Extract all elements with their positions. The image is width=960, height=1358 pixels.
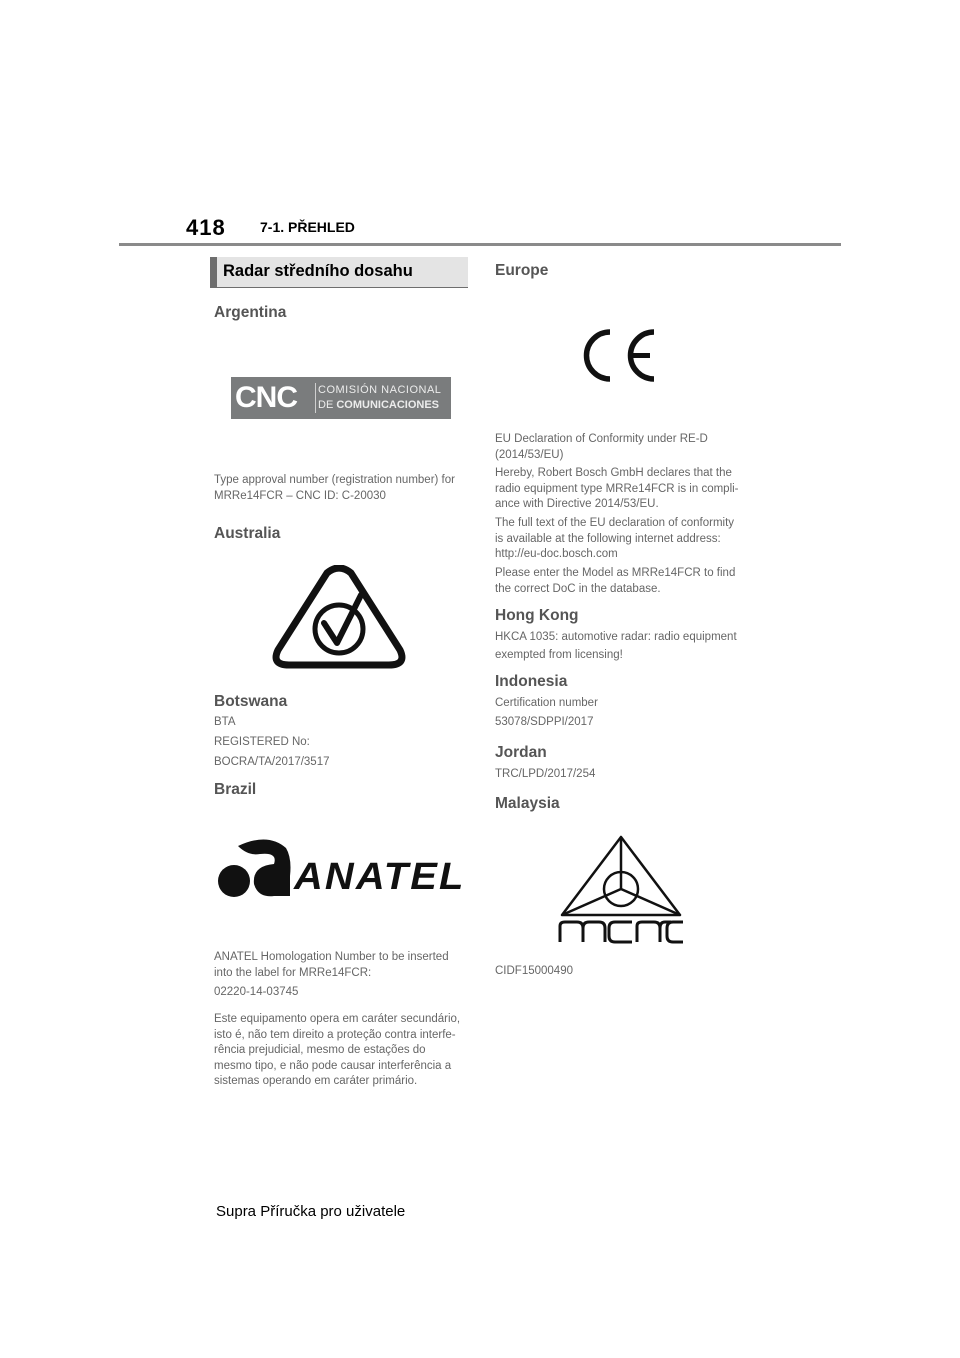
heading-botswana: Botswana — [214, 693, 288, 710]
footer-text: Supra Příručka pro uživatele — [216, 1203, 406, 1220]
botswana-bta: BTA — [214, 716, 236, 728]
heading-jordan: Jordan — [495, 744, 547, 761]
anatel-logo — [216, 836, 466, 900]
europe-p4: Please enter the Model as MRRe14FCR to find the correct DoC in the database. — [495, 567, 736, 595]
heading-europe: Europe — [495, 262, 549, 279]
anatel-wordmark: ANATEL — [294, 856, 466, 898]
rcm-mark-icon — [269, 565, 409, 669]
brazil-number: 02220-14-03745 — [214, 986, 299, 998]
botswana-number: BOCRA/TA/2017/3517 — [214, 756, 330, 768]
europe-p3: The full text of the EU declaration of conformity is available at the following internet address: http://eu-doc.bosch.com — [495, 517, 735, 560]
cnc-logo — [231, 377, 451, 419]
heading-hong-kong: Hong Kong — [495, 607, 579, 624]
section-title: Radar středního dosahu — [223, 262, 413, 280]
heading-argentina: Argentina — [214, 304, 287, 321]
page-number: 418 — [186, 215, 226, 240]
ce-mark-icon — [583, 328, 658, 383]
indonesia-line2: 53078/SDPPI/2017 — [495, 716, 594, 728]
brazil-text2: Este equipamento opera em caráter secundário, isto é, não tem direito a proteção contra interfe- rência prejudicial, mesmo de estações do mesmo tipo, e não pode causar interferência a sistemas operando em caráter primário. — [214, 1013, 461, 1087]
jordan-line1: TRC/LPD/2017/254 — [495, 768, 596, 780]
heading-australia: Australia — [214, 525, 281, 542]
cnc-logo-line1: COMISIÓN NACIONAL — [318, 384, 442, 396]
chapter-title: 7-1. PŘEHLED — [260, 219, 355, 235]
botswana-registered: REGISTERED No: — [214, 736, 310, 748]
indonesia-line1: Certification number — [495, 697, 598, 709]
heading-malaysia: Malaysia — [495, 795, 560, 812]
cnc-logo-line2: DE COMUNICACIONES — [318, 399, 440, 411]
heading-brazil: Brazil — [214, 781, 257, 798]
header-rule — [119, 243, 841, 246]
argentina-text: Type approval number (registration number) for MRRe14FCR – CNC ID: C-20030 — [214, 474, 455, 502]
cnc-logo-mark: CNC — [235, 381, 297, 414]
malaysia-line1: CIDF15000490 — [495, 965, 573, 977]
brazil-text1: ANATEL Homologation Number to be inserted into the label for MRRe14FCR: — [214, 951, 449, 979]
section-heading-box — [210, 257, 468, 288]
hongkong-text: HKCA 1035: automotive radar: radio equipment exempted from licensing! — [495, 631, 737, 661]
europe-p1: EU Declaration of Conformity under RE-D (2014/53/EU) — [495, 433, 708, 461]
anatel-symbol-icon — [216, 836, 294, 900]
mcmc-logo-icon — [557, 834, 685, 944]
europe-p2: Hereby, Robert Bosch GmbH declares that the radio equipment type MRRe14FCR is in compli- ance with Directive 2014/53/EU. — [495, 467, 739, 510]
cnc-logo-divider — [315, 383, 316, 413]
heading-indonesia: Indonesia — [495, 673, 568, 690]
